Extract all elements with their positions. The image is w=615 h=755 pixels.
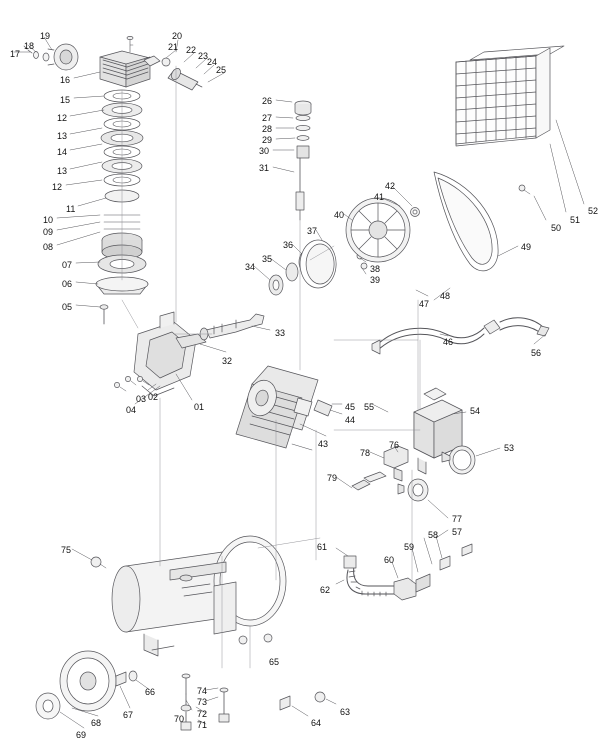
callout-03: 03 <box>136 394 147 404</box>
callout-39: 39 <box>370 275 381 285</box>
callout-57: 57 <box>452 527 463 537</box>
callout-62: 62 <box>320 585 331 595</box>
callout-26: 26 <box>262 96 273 106</box>
callout-71: 71 <box>197 720 208 730</box>
callout-67: 67 <box>123 710 134 720</box>
callout-37: 37 <box>307 226 318 236</box>
callout-61: 61 <box>317 542 328 552</box>
callout-20: 20 <box>172 31 183 41</box>
callout-47: 47 <box>419 299 430 309</box>
callout-04: 04 <box>126 405 137 415</box>
callout-05: 05 <box>62 302 73 312</box>
callout-59: 59 <box>404 542 415 552</box>
callout-60: 60 <box>384 555 395 565</box>
callout-07: 07 <box>62 260 73 270</box>
callout-69: 69 <box>76 730 87 740</box>
callout-33: 33 <box>275 328 286 338</box>
callout-29: 29 <box>262 135 273 145</box>
motor-assembly-43 <box>236 366 332 450</box>
callout-02: 02 <box>148 392 159 402</box>
callout-50: 50 <box>551 223 562 233</box>
callout-70: 70 <box>174 714 185 724</box>
part-75 <box>91 557 106 568</box>
cylinder-head <box>100 51 150 87</box>
callout-32: 32 <box>222 356 233 366</box>
callout-77: 77 <box>452 514 463 524</box>
callout-12: 12 <box>52 182 63 192</box>
callout-56: 56 <box>531 348 542 358</box>
callout-11: 11 <box>66 204 76 214</box>
pressure-relief-column <box>295 101 311 220</box>
callout-23: 23 <box>198 51 209 61</box>
callout-21: 21 <box>168 42 179 52</box>
callout-48: 48 <box>440 291 451 301</box>
callout-38: 38 <box>370 264 381 274</box>
callout-52: 52 <box>588 206 599 216</box>
callout-43: 43 <box>318 439 329 449</box>
callout-30: 30 <box>259 146 270 156</box>
callout-27: 27 <box>262 113 273 123</box>
discharge-tube-33 <box>200 314 264 340</box>
callout-31: 31 <box>259 163 270 173</box>
callout-55: 55 <box>364 402 375 412</box>
callout-19: 19 <box>40 31 51 41</box>
flex-hose-62 <box>344 544 472 600</box>
callout-12: 12 <box>57 113 68 123</box>
callout-10: 10 <box>43 215 54 225</box>
callout-63: 63 <box>340 707 351 717</box>
callout-13: 13 <box>57 166 68 176</box>
callout-51: 51 <box>570 215 581 225</box>
callout-18: 18 <box>24 41 35 51</box>
callout-54: 54 <box>470 406 481 416</box>
air-tank-65 <box>112 536 286 656</box>
callout-01: 01 <box>194 402 205 412</box>
callout-65: 65 <box>269 657 280 667</box>
callout-46: 46 <box>443 337 454 347</box>
callout-42: 42 <box>385 181 396 191</box>
callout-35: 35 <box>262 254 273 264</box>
callout-34: 34 <box>245 262 256 272</box>
drive-belt-49 <box>434 172 498 271</box>
callout-08: 08 <box>43 242 54 252</box>
callout-73: 73 <box>197 697 208 707</box>
callout-49: 49 <box>521 242 532 252</box>
hose-46 <box>372 318 549 354</box>
callout-06: 06 <box>62 279 73 289</box>
fastener-50 <box>519 185 530 194</box>
callout-15: 15 <box>60 95 71 105</box>
callout-76: 76 <box>389 440 400 450</box>
feet-63-64 <box>280 692 325 710</box>
callout-44: 44 <box>345 415 356 425</box>
callout-45: 45 <box>345 402 356 412</box>
callout-58: 58 <box>428 530 439 540</box>
callout-53: 53 <box>504 443 515 453</box>
callout-16: 16 <box>60 75 71 85</box>
crankcase-body <box>134 312 206 396</box>
callout-13: 13 <box>57 131 68 141</box>
cooler-grid <box>456 46 564 146</box>
flywheel-40 <box>346 198 420 262</box>
callout-75: 75 <box>61 545 72 555</box>
callout-09: 09 <box>43 227 54 237</box>
callout-17: 17 <box>10 49 21 59</box>
callout-28: 28 <box>262 124 273 134</box>
callout-74: 74 <box>197 686 208 696</box>
callout-25: 25 <box>216 65 227 75</box>
callout-64: 64 <box>311 718 322 728</box>
callout-22: 22 <box>186 45 197 55</box>
callout-79: 79 <box>327 473 338 483</box>
callout-14: 14 <box>57 147 68 157</box>
callout-40: 40 <box>334 210 345 220</box>
callout-68: 68 <box>91 718 102 728</box>
callout-24: 24 <box>207 57 218 67</box>
wheel-assembly <box>36 651 137 719</box>
callout-41: 41 <box>374 192 385 202</box>
callout-36: 36 <box>283 240 294 250</box>
bolt-05 <box>100 305 108 324</box>
callout-66: 66 <box>145 687 156 697</box>
hardware-20-25 <box>144 56 202 90</box>
callout-78: 78 <box>360 448 371 458</box>
callout-72: 72 <box>197 709 208 719</box>
